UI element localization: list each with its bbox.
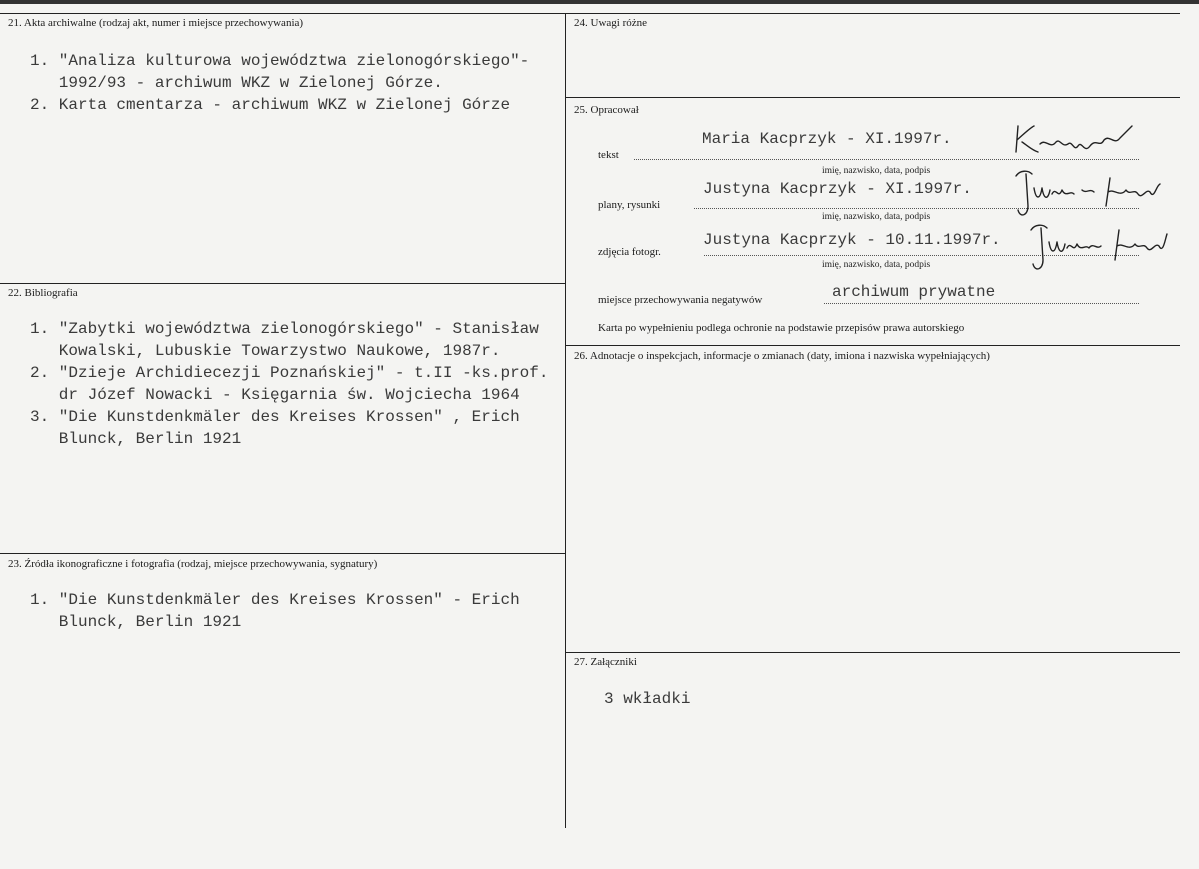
section-22-line-5: 3. "Die Kunstdenkmäler des Kreises Krossen" , Erich (30, 408, 520, 426)
section-23-line-1: 1. "Die Kunstdenkmäler des Kreises Krossen" - Erich (30, 591, 520, 609)
section-22-line-3: 2. "Dzieje Archidiecezji Poznańskiej" - t.II -ks.prof. (30, 364, 549, 382)
zdjecia-label: zdjęcia fotogr. (598, 246, 661, 258)
signature-justyna-kacprzyk-2 (1025, 218, 1170, 276)
section-22-line-2: Kowalski, Lubuskie Towarzystwo Naukowe, 1987r. (30, 342, 501, 360)
tekst-label: tekst (598, 149, 619, 161)
divider-21-22 (0, 283, 565, 284)
plany-label: plany, rysunki (598, 199, 661, 211)
divider-22-23 (0, 553, 565, 554)
section-22-line-6: Blunck, Berlin 1921 (30, 430, 242, 448)
section-26-title: 26. Adnotacje o inspekcjach, informacje o zmianach (daty, imiona i nazwiska wypełniających) (574, 350, 990, 362)
divider-25-26 (565, 345, 1180, 346)
tekst-value: Maria Kacprzyk - XI.1997r. (702, 130, 952, 148)
section-22-line-4: dr Józef Nowacki - Księgarnia św. Wojciecha 1964 (30, 386, 520, 404)
section-27-value: 3 wkładki (604, 690, 691, 708)
tekst-line (634, 159, 1139, 160)
section-23-title: 23. Źródła ikonograficzne i fotografia (rodzaj, miejsce przechowywania, sygnatury) (8, 558, 378, 570)
section-23-line-2: Blunck, Berlin 1921 (30, 613, 242, 631)
section-25-title: 25. Opracował (574, 104, 639, 116)
negatives-label: miejsce przechowywania negatywów (598, 294, 763, 306)
center-divider (565, 13, 566, 828)
zdjecia-value: Justyna Kacprzyk - 10.11.1997r. (703, 231, 1001, 249)
divider-24-25 (565, 97, 1180, 98)
signature-maria-kacprzyk (1012, 120, 1137, 158)
section-22-title: 22. Bibliografia (8, 287, 78, 299)
negatives-value: archiwum prywatne (832, 283, 996, 301)
plany-value: Justyna Kacprzyk - XI.1997r. (703, 180, 972, 198)
signature-justyna-kacprzyk-1 (1010, 166, 1165, 222)
top-border (0, 13, 1180, 14)
section-21-line-2: 1992/93 - archiwum WKZ w Zielonej Górze. (30, 74, 443, 92)
section-27-title: 27. Załączniki (574, 656, 637, 668)
top-edge (0, 0, 1199, 4)
section-21-line-3: 2. Karta cmentarza - archiwum WKZ w Zielonej Górze (30, 96, 511, 114)
zdjecia-caption: imię, nazwisko, data, podpis (822, 260, 931, 270)
section-24-title: 24. Uwagi różne (574, 17, 648, 29)
plany-caption: imię, nazwisko, data, podpis (822, 212, 931, 222)
tekst-caption: imię, nazwisko, data, podpis (822, 166, 931, 176)
divider-26-27 (565, 652, 1180, 653)
section-22-line-1: 1. "Zabytki województwa zielonogórskiego" - Stanisław (30, 320, 539, 338)
section-21-line-1: 1. "Analiza kulturowa województwa zielonogórskiego"- (30, 52, 530, 70)
copyright-note: Karta po wypełnieniu podlega ochronie na podstawie przepisów prawa autorskiego (598, 322, 965, 334)
section-21-title: 21. Akta archiwalne (rodzaj akt, numer i miejsce przechowywania) (8, 17, 304, 29)
negatives-line (824, 303, 1139, 304)
